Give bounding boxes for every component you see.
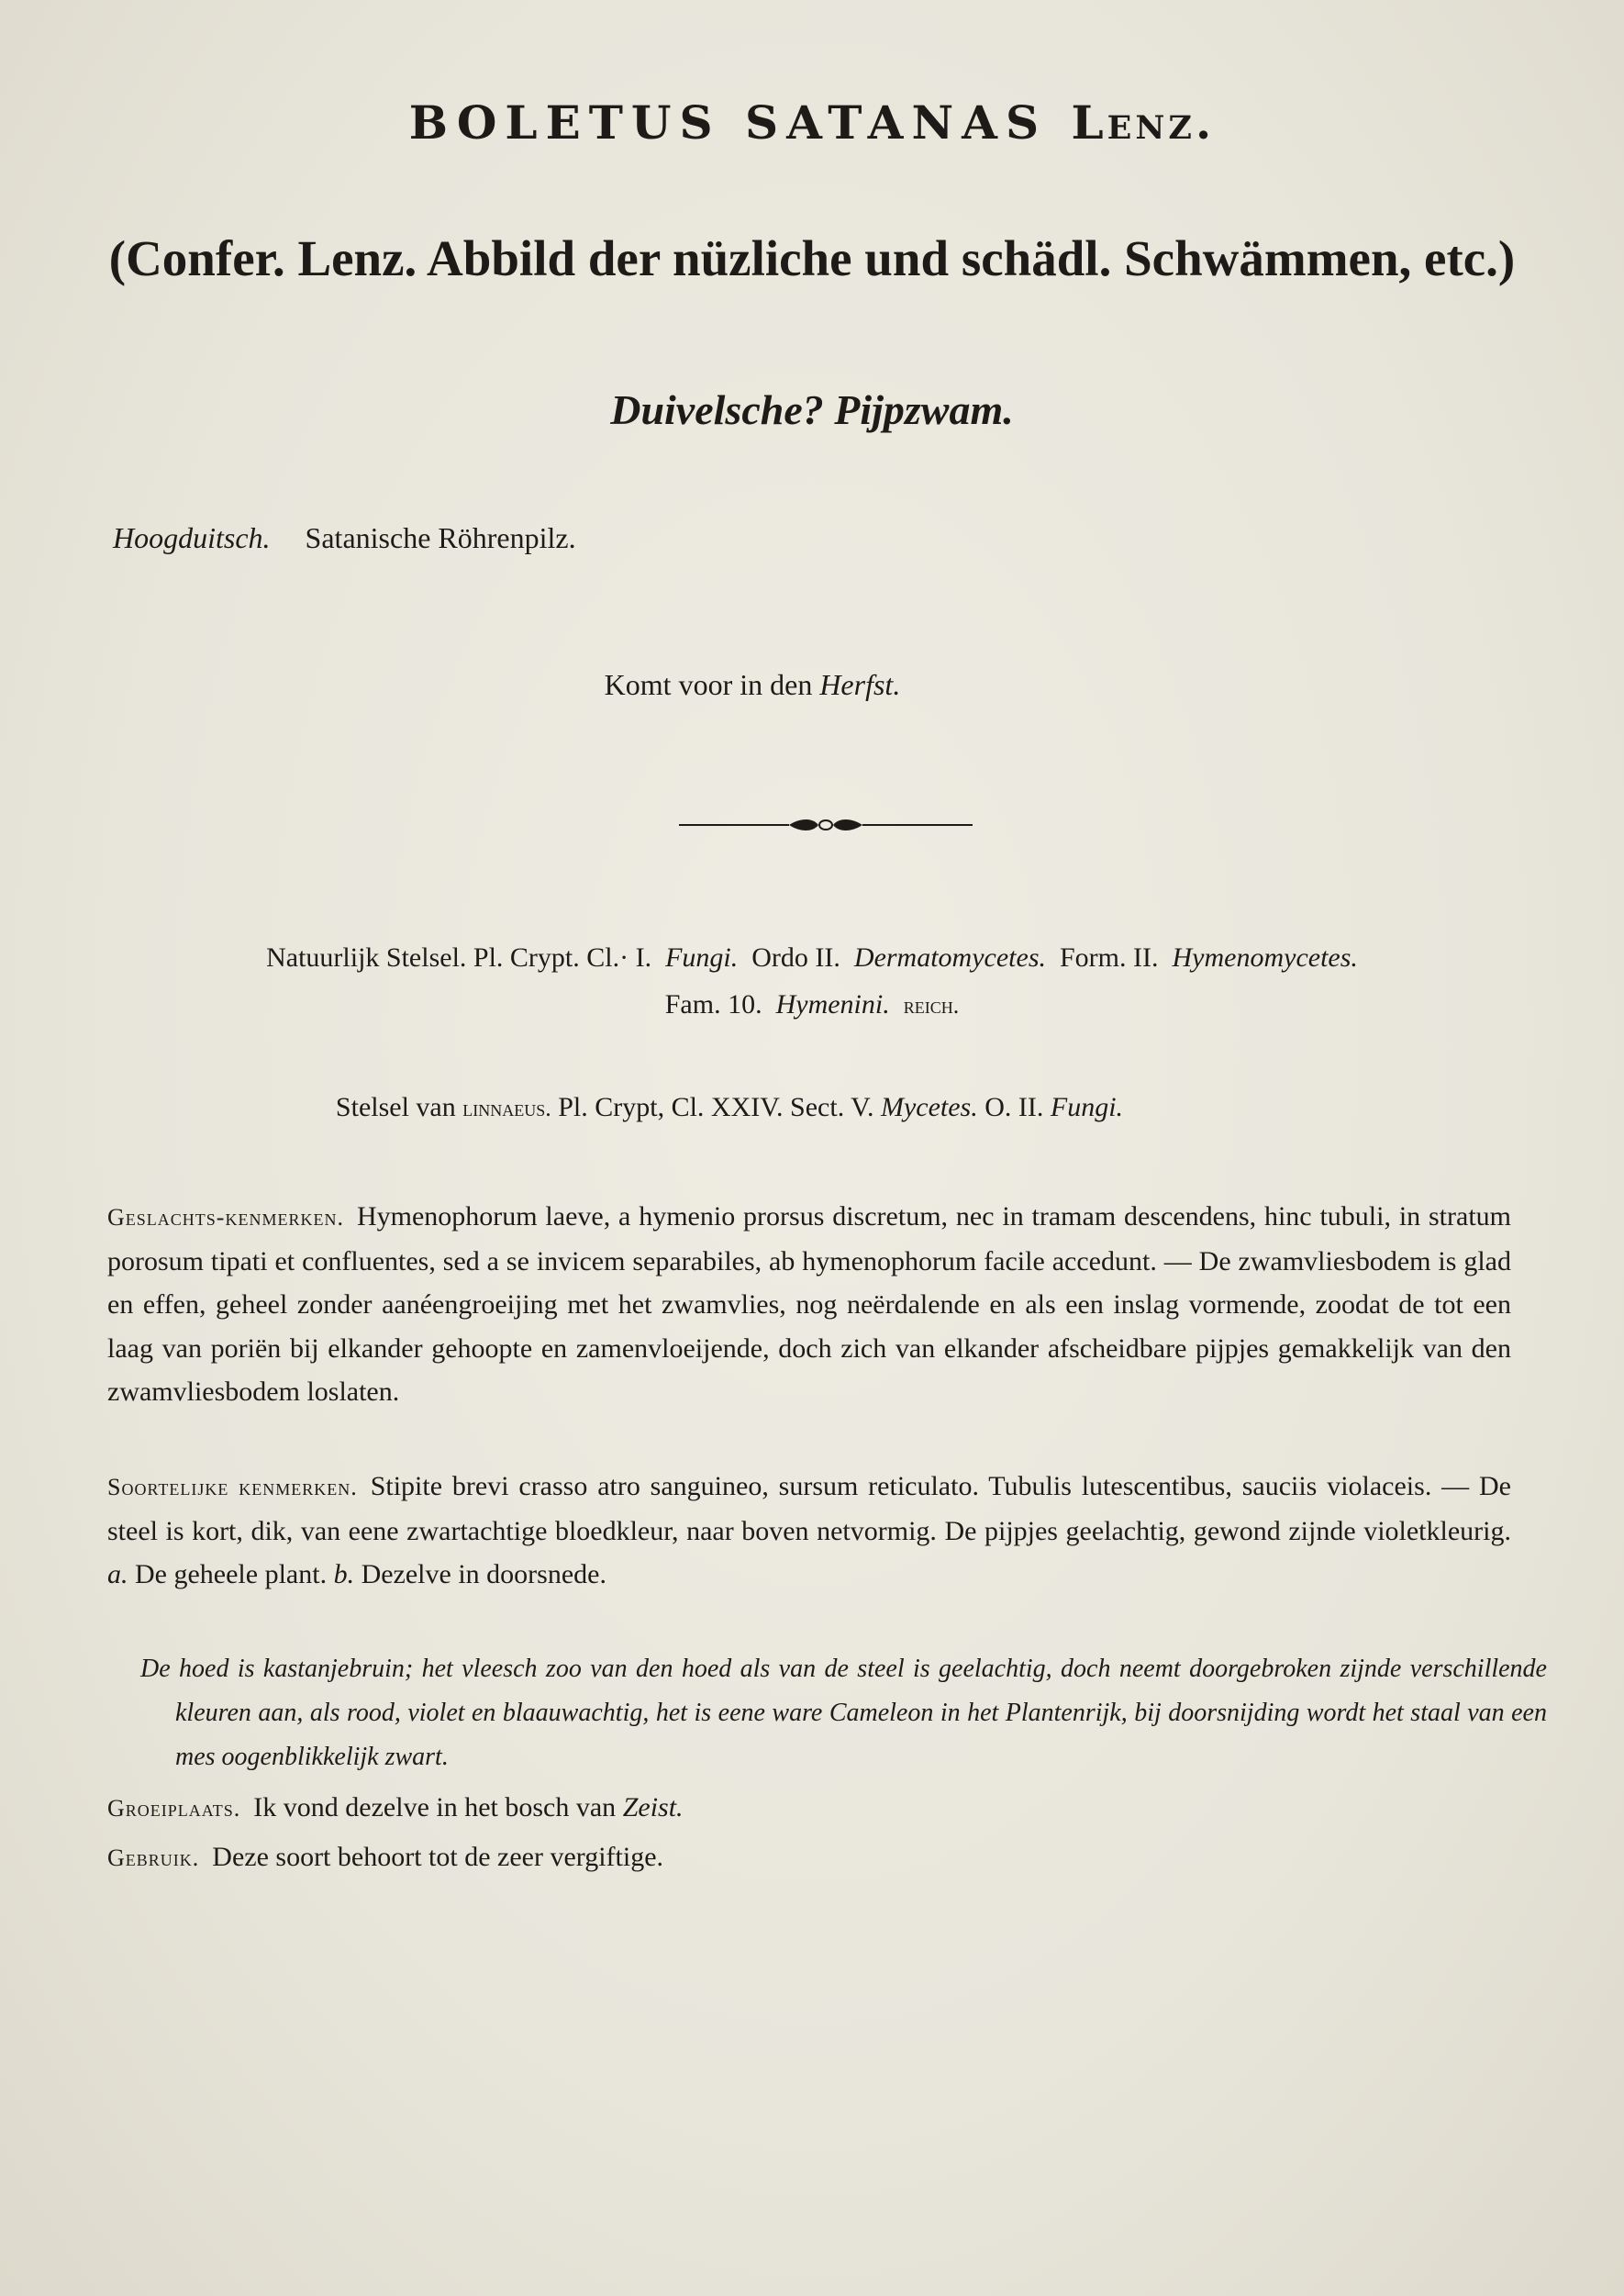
natural-system-class: Natuurlijk Stelsel. Pl. Crypt. Cl.· I. (266, 942, 652, 973)
subtitle: (Confer. Lenz. Abbild der nüzliche und schädl. Schwämmen, etc.) (108, 230, 1516, 286)
natural-system-dermato: Dermatomycetes. (853, 942, 1046, 973)
habitat-place: Zeist. (622, 1792, 684, 1822)
species-paragraph (107, 1465, 1511, 1597)
linnaeus-prefix: Stelsel van (335, 1092, 456, 1122)
title-author: Lenz. (1071, 95, 1216, 150)
german-name: Satanische Röhrenpilz. (305, 521, 576, 554)
species-text-b: Dezelve in doorsnede. (361, 1559, 606, 1589)
season-line (0, 668, 1505, 702)
habitat-text: Ik vond dezelve in het bosch van (253, 1792, 617, 1822)
habitat-label: Groeiplaats. (107, 1795, 241, 1822)
genus-paragraph (107, 1195, 1511, 1414)
natural-system-fungi: Fungi. (665, 942, 739, 973)
natural-system-form: Form. II. (1060, 942, 1159, 973)
use-label: Gebruik. (107, 1845, 200, 1871)
species-label: Soortelijke kenmerken. (107, 1474, 358, 1500)
species-b: b. (333, 1559, 355, 1589)
german-name-line (113, 521, 576, 555)
species-text: Stipite brevi crasso atro sanguineo, sursum reticulato. Tubulis lutescentibus, sauciis violaceis. — De steel is kort, dik, van eene zwartachtige bloedkleur, naar boven netvormig. De pijpjes geelachtig, gewond zijnde violetkleurig. (107, 1471, 1511, 1546)
linnaeus-fungi: Fungi. (1050, 1092, 1124, 1122)
season-value: Herfst. (819, 668, 901, 701)
use-paragraph (107, 1835, 1511, 1880)
use-text: Deze soort behoort tot de zeer vergiftige. (212, 1842, 664, 1872)
natural-system-reich: reich. (903, 992, 960, 1019)
natural-system-line1 (0, 934, 1624, 981)
dutch-name: Duivelsche? Pijpzwam. (610, 386, 1014, 433)
genus-text: Hymenophorum laeve, a hymenio prorsus discretum, nec in tramam descendens, hinc tubuli, in stratum porosum tipati et confluentes, sed a se invicem separabiles, ab hymenophorum facile accedunt. — De zwamvliesbodem is glad en effen, geheel zonder aanéengroeijing met het zwamvlies, nog neërdalende en als een inslag vormende, zoodat de tot een laag van poriën bij elkander gehoopte en zamenvloeijende, doch zich van elkander afscheidbare pijpjes gemakkelijk van den zwamvliesbodem loslaten. (107, 1201, 1511, 1407)
note-paragraph: De hoed is kastanjebruin; het vleesch zoo van den hoed als van de steel is geelachtig, doch neemt doorgebroken zijnde verschillende kleuren aan, als rood, violet en blaauwachtig, het is eene ware Cameleon in het Plantenrijk, bij doorsnijding wordt het staal van een mes oogenblikkelijk zwart. (140, 1655, 1547, 1771)
natural-system-fam: Fam. 10. (664, 989, 762, 1020)
natural-system-hymenini: Hymenini. (775, 989, 890, 1020)
habitat-paragraph (107, 1786, 1511, 1831)
natural-system-line2 (0, 981, 1624, 1029)
decorative-rule-icon (679, 814, 973, 836)
linnaeus-class: Pl. Crypt, Cl. XXIV. Sect. V. (558, 1092, 874, 1122)
linnaeus-system (0, 1092, 1459, 1123)
season-prefix: Komt voor in den (604, 668, 813, 701)
page-title (0, 95, 1624, 150)
linnaeus-mycetes: Mycetes. (880, 1092, 978, 1122)
german-label: Hoogduitsch. (113, 521, 271, 554)
title-main: BOLETUS SATANAS (408, 95, 1048, 150)
linnaeus-order: O. II. (984, 1092, 1044, 1122)
species-a: a. (107, 1559, 128, 1589)
natural-system-ordo: Ordo II. (751, 942, 840, 973)
natural-system (0, 934, 1624, 1029)
genus-label: Geslachts-kenmerken. (107, 1204, 344, 1231)
linnaeus-name: linnaeus. (462, 1095, 551, 1121)
natural-system-hymeno: Hymenomycetes. (1172, 942, 1358, 973)
species-text-a: De geheele plant. (135, 1559, 328, 1589)
